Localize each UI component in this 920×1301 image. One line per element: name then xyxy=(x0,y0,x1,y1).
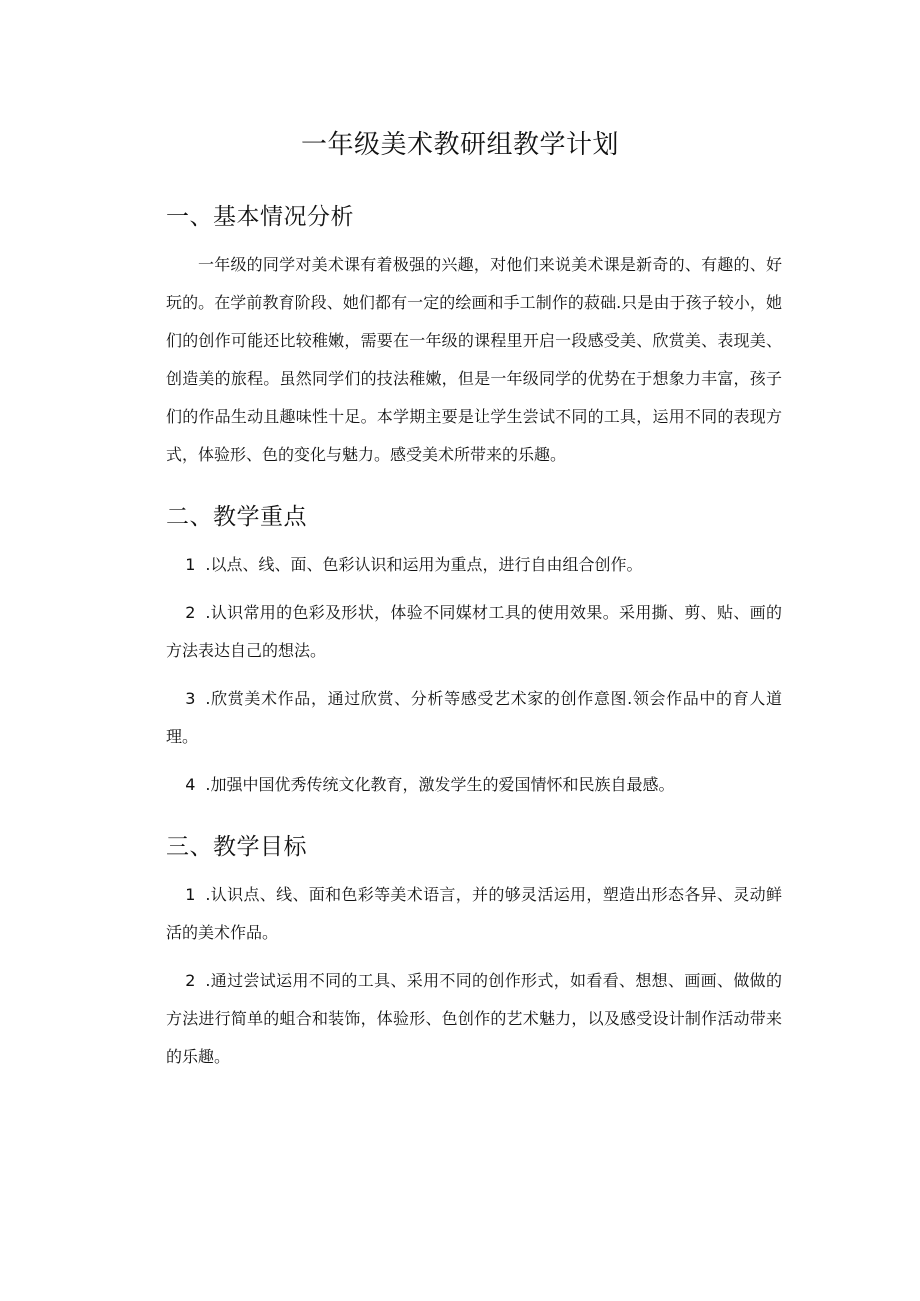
list-item-text: .认识点、线、面和色彩等美术语言，并的够灵活运用，塑造出形态各异、灵动鲜活的美术作品。 xyxy=(166,885,782,942)
list-item-number: 1 xyxy=(185,885,196,904)
list-item-number: 2 xyxy=(185,971,196,990)
list-item xyxy=(166,680,782,756)
list-item-number: 1 xyxy=(185,555,196,574)
list-item xyxy=(166,594,782,670)
section-teaching-focus xyxy=(166,500,782,804)
list-item xyxy=(166,962,782,1076)
section-teaching-goals xyxy=(166,830,782,1076)
list-item xyxy=(166,546,782,584)
section-basic-analysis xyxy=(166,200,782,474)
section-heading: 二、教学重点 xyxy=(166,504,307,530)
list-item xyxy=(166,766,782,804)
section-heading: 一、基本情况分析 xyxy=(166,204,354,230)
section-heading: 三、教学目标 xyxy=(166,834,307,860)
document-title: 一年级美术教研组教学计划 xyxy=(300,130,619,160)
list-item-text: .欣赏美术作品，通过欣赏、分析等感受艺术家的创作意图.领会作品中的育人道理。 xyxy=(166,689,782,746)
list-item-number: 3 xyxy=(185,689,196,708)
list-item-text: .通过尝试运用不同的工具、采用不同的创作形式，如看看、想想、画画、做做的方法进行简单的蛆合和装饰，体验形、色创作的艺术魅力，以及感受设计制作活动带来的乐趣。 xyxy=(166,971,782,1066)
list-item-number: 4 xyxy=(185,775,196,794)
list-item-text: .以点、线、面、色彩认识和运用为重点，进行自由组合创作。 xyxy=(205,555,643,574)
list-item-number: 2 xyxy=(185,603,196,622)
section-paragraph: 一年级的同学对美术课有着极强的兴趣，对他们来说美术课是新奇的、有趣的、好玩的。在学前教育阶段、她们都有一定的绘画和手工制作的菽础.只是由于孩子较小，她们的创作可能还比较稚嫩，需要在一年级的课程里开启一段感受美、欣赏美、表现美、创造美的旅程。虽然同学们的技法稚嫩，但是一年级同学的优势在于想象力丰富，孩子们的作品生动且趣味性十足。本学期主要是让学生尝试不同的工具，运用不同的表现方式，体验形、色的变化与魅力。感受美术所带来的乐趣。 xyxy=(166,255,782,464)
list-item-text: .认识常用的色彩及形状，体验不同媒材工具的使用效果。采用撕、剪、贴、画的方法表达自己的想法。 xyxy=(166,603,782,660)
list-item-text: .加强中国优秀传统文化教育，激发学生的爱国情怀和民族自最感。 xyxy=(205,775,675,794)
list-item xyxy=(166,876,782,952)
